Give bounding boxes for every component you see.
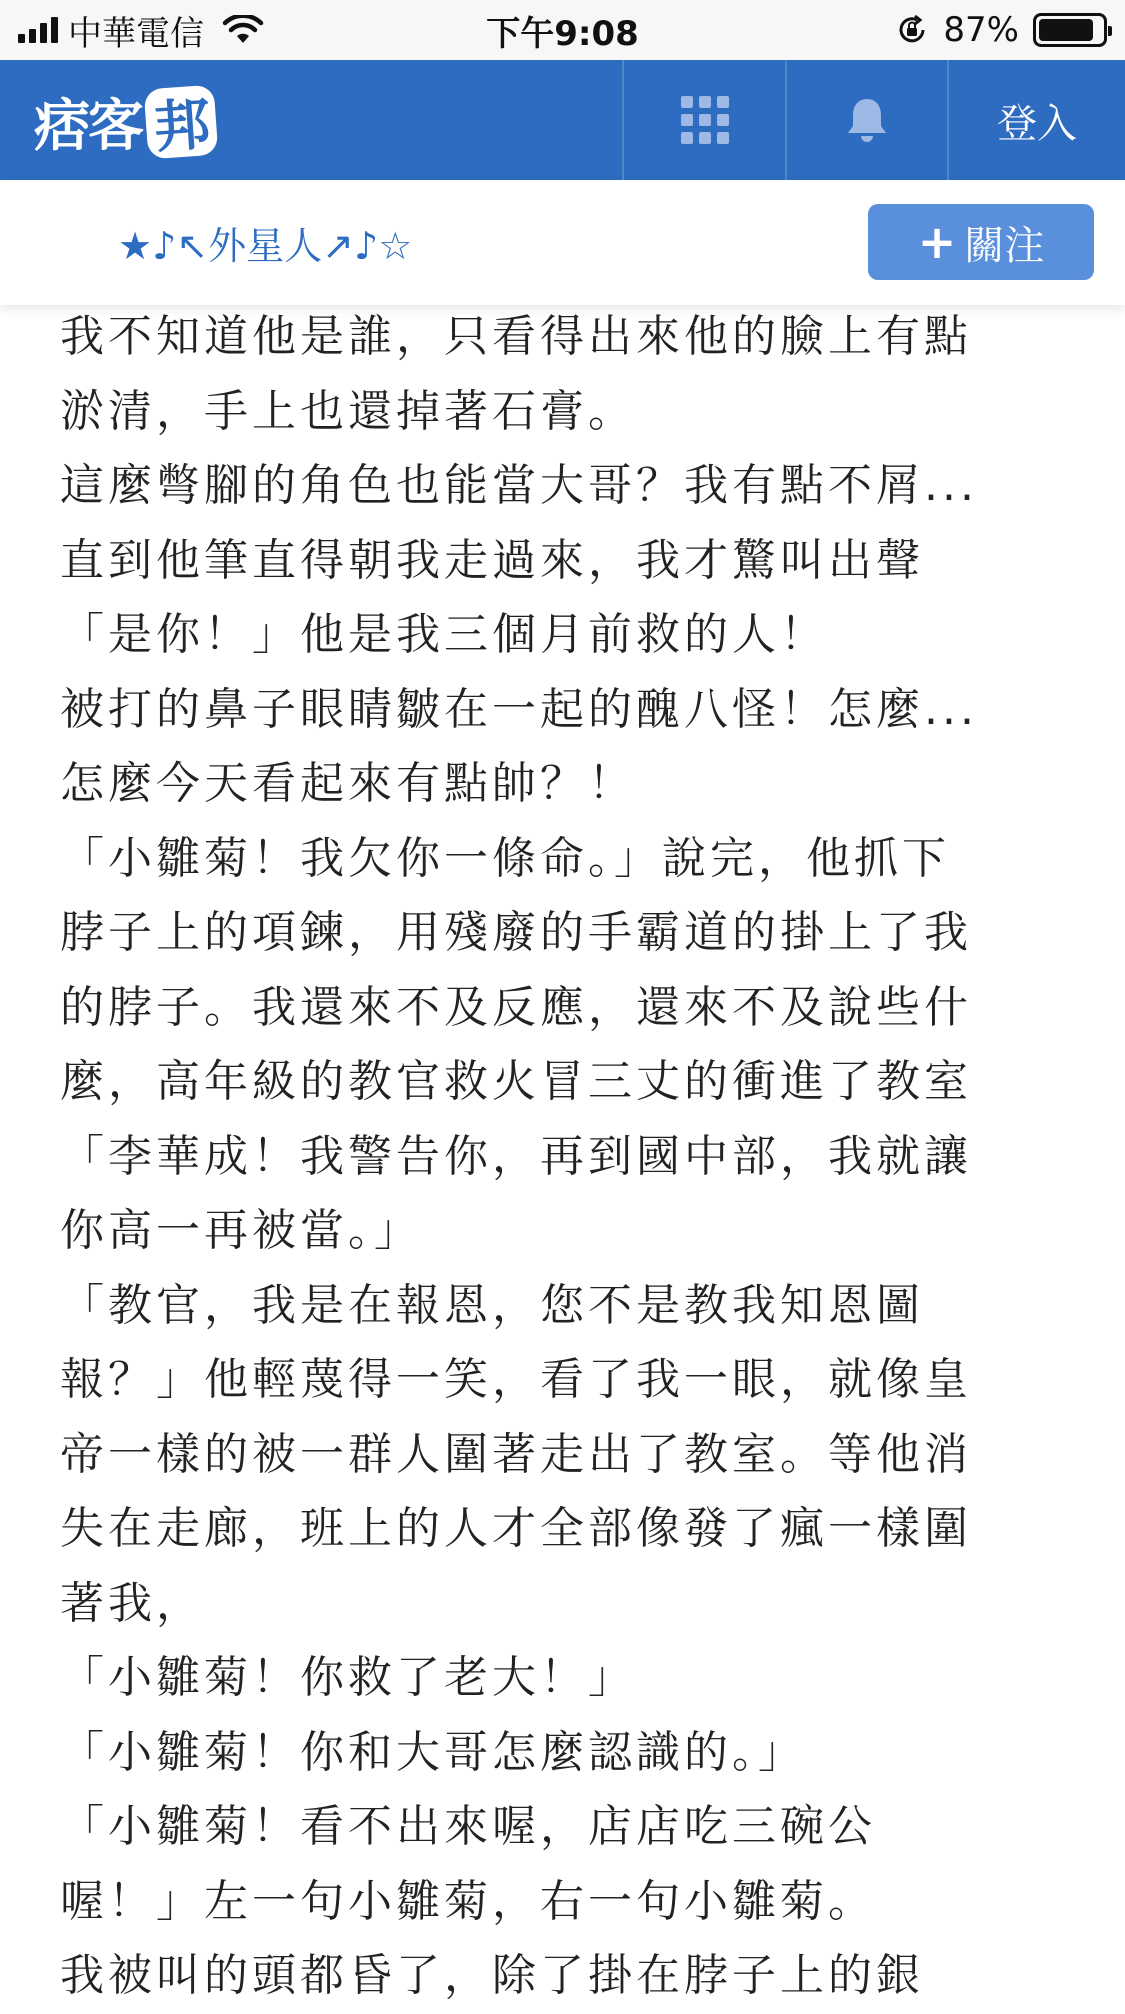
- article-line: 「李華成！我警告你，再到國中部，我就讓: [60, 1130, 972, 1182]
- app-header: [0, 60, 1125, 180]
- status-time: 下午9:08: [486, 13, 639, 54]
- article-line: 喔！」左一句小雛菊，右一句小雛菊。: [60, 1875, 876, 1927]
- status-bar: [0, 0, 1125, 60]
- article-line: 失在走廊，班上的人才全部像發了瘋一樣圍: [60, 1503, 972, 1554]
- article-line: 「是你！」他是我三個月前救的人！: [60, 609, 828, 660]
- article-line: 直到他筆直得朝我走過來，我才驚叫出聲: [60, 534, 924, 586]
- follow-button[interactable]: [868, 204, 1094, 280]
- notifications-button[interactable]: [785, 60, 947, 180]
- login-button[interactable]: 登入: [947, 60, 1125, 180]
- battery-icon: [1033, 13, 1107, 47]
- article-line: 「小雛菊！我欠你一條命。」說完，他抓下: [60, 832, 950, 884]
- blog-name-link[interactable]: ★♪↖外星人↗♪☆: [118, 224, 413, 268]
- logo-badge: 邦: [144, 85, 219, 160]
- pixnet-logo[interactable]: [34, 82, 216, 162]
- article-line: 我被叫的頭都昏了，除了掛在脖子上的銀: [60, 1950, 924, 2001]
- article-line: 的脖子。我還來不及反應，還來不及說些什: [60, 981, 972, 1033]
- follow-label: 關注: [964, 222, 1045, 269]
- blog-bar: [0, 180, 1125, 305]
- article-line: 麼，高年級的教官救火冒三丈的衝進了教室: [60, 1056, 972, 1107]
- article-line: 「教官，我是在報恩，您不是教我知恩圖: [60, 1279, 924, 1331]
- apps-grid-icon: [681, 96, 729, 144]
- apps-menu-button[interactable]: [622, 60, 785, 180]
- article-line: 我不知道他是誰，只看得出來他的臉上有點: [60, 311, 972, 362]
- battery-percent: 87%: [943, 10, 1019, 50]
- article-body: [60, 300, 1020, 2014]
- article-line: 「小雛菊！你和大哥怎麼認識的。」: [60, 1726, 806, 1778]
- article-line: 帝一樣的被一群人圍著走出了教室。等他消: [60, 1428, 972, 1480]
- rotation-lock-icon: [895, 13, 929, 47]
- logo-text: 痞客: [34, 94, 142, 159]
- article-line: 淤清，手上也還掉著石膏。: [60, 385, 636, 437]
- article-line: 「小雛菊！你救了老大！」: [60, 1652, 636, 1703]
- article-line: 「小雛菊！看不出來喔，店店吃三碗公: [60, 1801, 876, 1852]
- battery-fill: [1039, 19, 1093, 41]
- article-line: 報？」他輕蔑得一笑，看了我一眼，就像皇: [60, 1354, 972, 1405]
- article-line: 這麼彆腳的角色也能當大哥？我有點不屑...: [60, 460, 978, 511]
- article-line: 你高一再被當。」: [60, 1205, 422, 1256]
- status-right: [895, 0, 1107, 60]
- article-line: 怎麼今天看起來有點帥？！: [60, 758, 636, 809]
- article-line: 脖子上的項鍊，用殘廢的手霸道的掛上了我: [60, 907, 972, 958]
- plus-icon: +: [917, 215, 957, 269]
- carrier-name: 中華電信: [68, 13, 204, 54]
- bell-icon: [841, 94, 893, 146]
- article-line: 著我，: [60, 1577, 204, 1629]
- article-line: 被打的鼻子眼睛皺在一起的醜八怪！怎麼...: [60, 683, 978, 735]
